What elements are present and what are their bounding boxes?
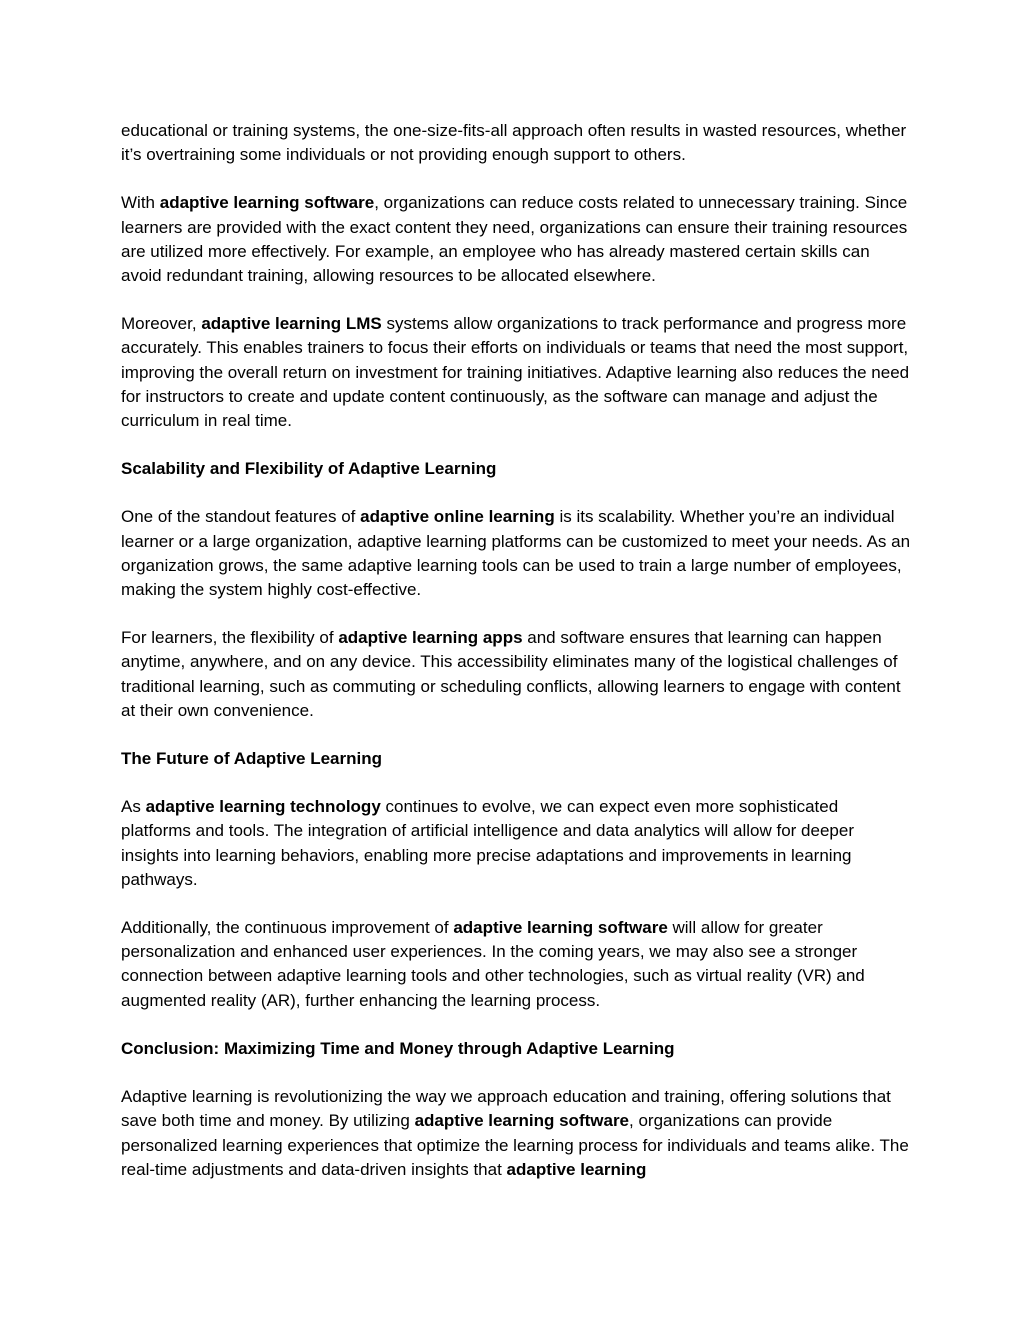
paragraph-text: will allow for greater personalization and enhanced user experiences. In the coming years, we may also see a stronger connection between adaptive learning tools and other technologies, such as virtual reality (VR) and augmented reality (AR), further enhancing the learning process. [121, 918, 865, 1010]
paragraph-intro [121, 119, 911, 167]
paragraph-text: , organizations can provide personalized learning experiences that optimize the learning process for individuals and teams alike. The real-time adjustments and data-driven insights that [121, 1111, 909, 1179]
paragraph-text: , organizations can reduce costs related to unnecessary training. Since learners are provided with the exact content they need, organizations can ensure their training resources are utilized more effectively. For example, an employee who has already mastered certain skills can avoid redundant training, allowing resources to be allocated elsewhere. [121, 193, 908, 286]
section-heading-conclusion: Conclusion: Maximizing Time and Money through Adaptive Learning [121, 1038, 675, 1058]
paragraph-flexibility [121, 626, 911, 723]
bold-term: adaptive online learning [360, 507, 555, 527]
paragraph-text: continues to evolve, we can expect even more sophisticated platforms and tools. The integration of artificial intelligence and data analytics will allow for deeper insights into learning behaviors, enabling more precise adaptations and improvements in learning pathways. [121, 797, 854, 889]
paragraph-text: Adaptive learning is revolutionizing the way we approach education and training, offering solutions that save both time and money. By utilizing [121, 1087, 891, 1131]
paragraph-text: and software ensures that learning can happen anytime, anywhere, and on any device. This accessibility eliminates many of the logistical challenges of traditional learning, such as commuting or scheduling conflicts, allowing learners to engage with content at their own convenience. [121, 628, 901, 720]
paragraph-cost-reduction [121, 191, 911, 288]
paragraph-text: educational or training systems, the one-size-fits-all approach often results in wasted resources, whether it’s overtraining some individuals or not providing enough support to others. [121, 121, 907, 165]
bold-term: adaptive learning LMS [201, 314, 382, 334]
paragraph-technology [121, 795, 911, 892]
paragraph-text: As [121, 797, 146, 817]
bold-term: adaptive learning software [159, 193, 375, 213]
paragraph-improvement [121, 916, 911, 1013]
paragraph-text: Moreover, [121, 314, 202, 334]
paragraph-text: For learners, the flexibility of [121, 628, 339, 648]
paragraph-scalability [121, 505, 911, 602]
paragraph-text: With [121, 193, 160, 213]
section-heading-scalability: Scalability and Flexibility of Adaptive Learning [121, 459, 497, 479]
document-page [121, 119, 911, 1182]
section-heading-future: The Future of Adaptive Learning [121, 749, 382, 769]
paragraph-text: is its scalability. Whether you’re an individual learner or a large organization, adaptive learning platforms can be customized to meet your needs. As an organization grows, the same adaptive learning tools can be used to train a large number of employees, making the system highly cost-effective. [121, 507, 911, 600]
paragraph-text: Additionally, the continuous improvement of [121, 918, 454, 938]
bold-term: adaptive learning apps [338, 628, 523, 648]
bold-term: adaptive learning technology [145, 797, 381, 817]
paragraph-text: systems allow organizations to track performance and progress more accurately. This enables trainers to focus their efforts on individuals or teams that need the most support, improving the overall return on investment for training initiatives. Adaptive learning also reduces the need for instructors to create and update content continuously, as the software can manage and adjust the curriculum in real time. [121, 314, 910, 431]
bold-term: adaptive learning software [414, 1111, 630, 1131]
paragraph-conclusion [121, 1085, 911, 1182]
paragraph-lms [121, 312, 911, 433]
paragraph-text: One of the standout features of [121, 507, 361, 527]
bold-term: adaptive learning software [453, 918, 668, 938]
bold-term: adaptive learning [506, 1159, 647, 1179]
